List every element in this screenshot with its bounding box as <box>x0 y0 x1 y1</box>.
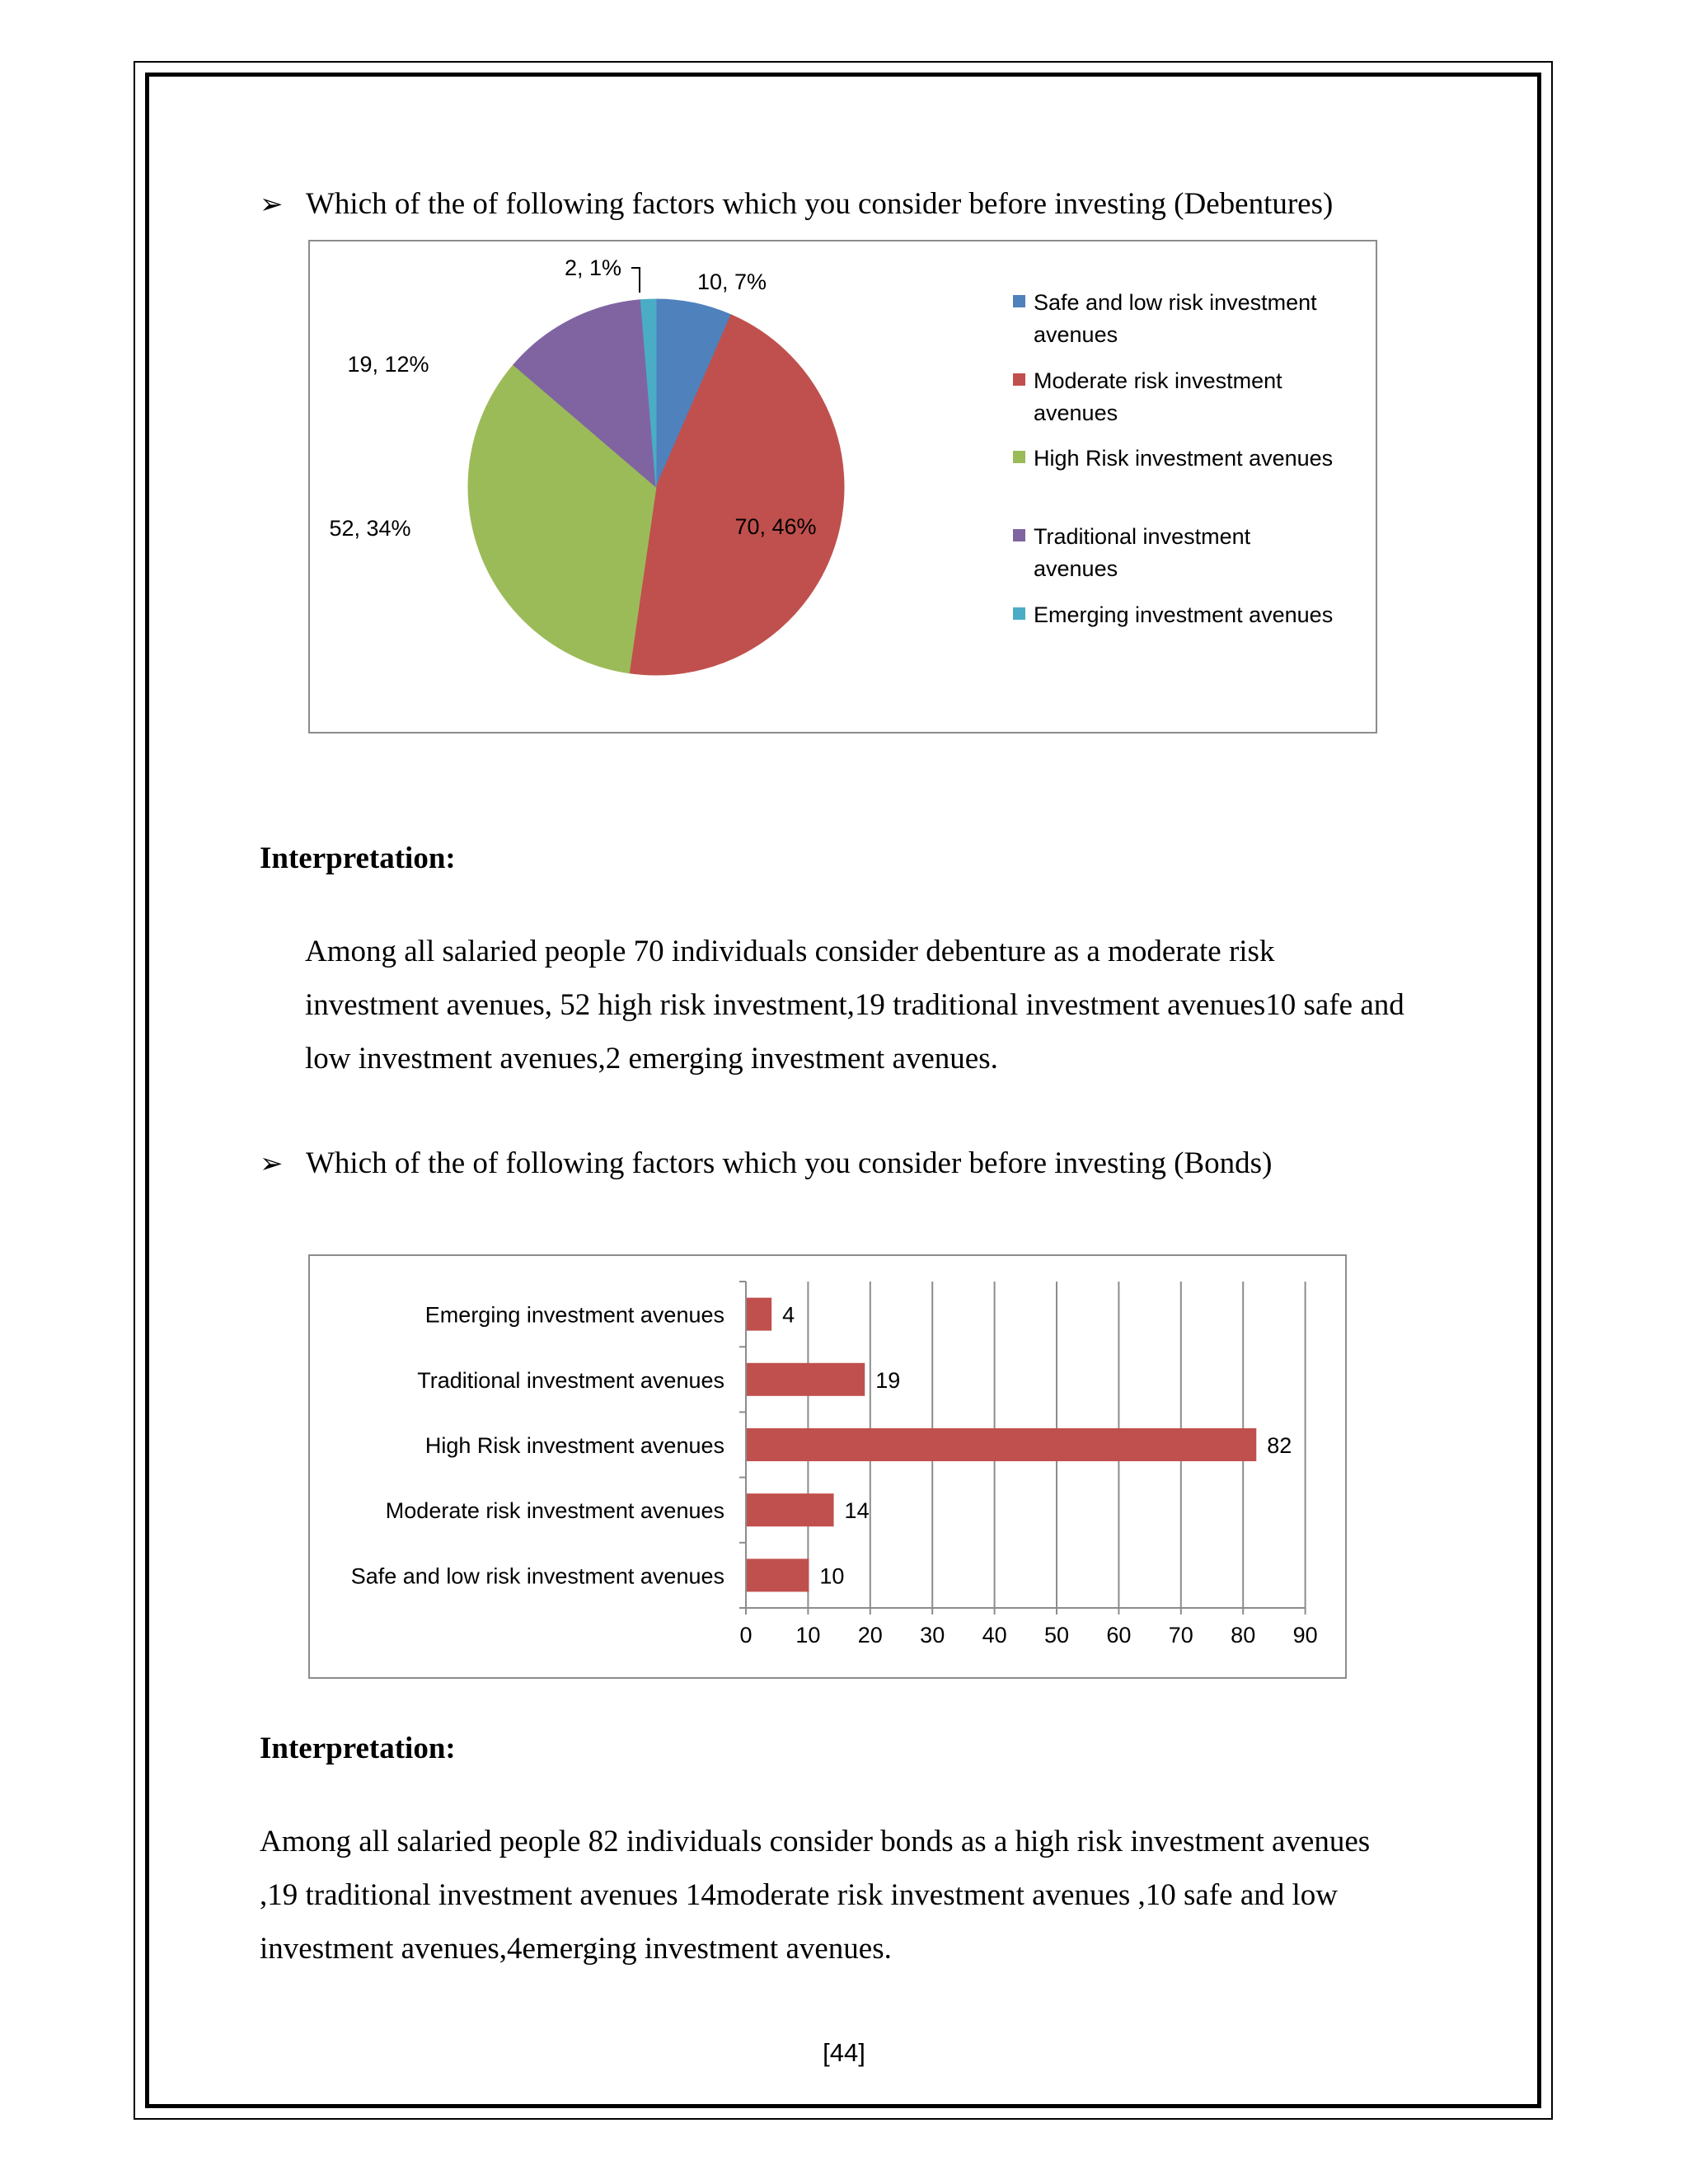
x-tick-label-0: 0 <box>739 1623 753 1647</box>
pie-chart <box>310 241 1376 732</box>
bar-chart-container <box>308 1254 1347 1679</box>
x-tick-label-70: 70 <box>1168 1623 1193 1647</box>
question-bonds-text: Which of the of following factors which you consider before investing (Bonds) <box>306 1146 1273 1180</box>
pie-data-label-1: 10, 7% <box>697 269 767 294</box>
legend-swatch-2 <box>1013 373 1025 386</box>
legend-label-1-2: avenues <box>1034 322 1118 347</box>
pie-data-label-3: 52, 34% <box>329 516 411 541</box>
bar-data-label-5: 4 <box>782 1302 795 1328</box>
legend-swatch-1 <box>1013 295 1025 307</box>
legend-label-3-1: High Risk investment avenues <box>1034 446 1334 471</box>
pie-chart-container <box>308 240 1377 733</box>
bar-5 <box>747 1298 771 1331</box>
bar-1 <box>747 1558 809 1591</box>
x-tick-label-30: 30 <box>920 1623 945 1647</box>
question-debentures <box>260 186 1333 222</box>
bar-chart <box>310 1256 1345 1677</box>
bar-data-label-2: 14 <box>844 1498 870 1524</box>
interpretation-paragraph-2 <box>260 1815 1423 1975</box>
arrow-bullet-icon: ➢ <box>260 190 284 220</box>
category-label-3: High Risk investment avenues <box>424 1433 724 1458</box>
x-tick-label-10: 10 <box>795 1623 821 1647</box>
interpretation-1-line-2: investment avenues, 52 high risk investment,19 traditional investment avenues10 safe and <box>305 988 1404 1022</box>
bar-3 <box>747 1428 1256 1461</box>
legend-label-1-1: Safe and low risk investment <box>1034 290 1317 315</box>
pie-data-label-4: 19, 12% <box>347 352 429 377</box>
category-label-1: Safe and low risk investment avenues <box>350 1563 724 1589</box>
legend-swatch-4 <box>1013 529 1025 541</box>
interpretation-heading-1: Interpretation: <box>260 841 456 875</box>
question-debentures-text: Which of the of following factors which you consider before investing (Debentures) <box>306 187 1334 221</box>
pie-data-label-5: 2, 1% <box>564 255 621 280</box>
legend-label-2-1: Moderate risk investment <box>1034 368 1282 393</box>
interpretation-2-line-1: Among all salaried people 82 individuals consider bonds as a high risk investment avenues <box>260 1825 1371 1858</box>
bar-data-label-1: 10 <box>819 1563 845 1589</box>
category-label-2: Moderate risk investment avenues <box>385 1498 724 1524</box>
interpretation-1-line-3: low investment avenues,2 emerging investment avenues. <box>305 1042 998 1076</box>
x-tick-label-40: 40 <box>982 1623 1007 1647</box>
interpretation-1-line-1: Among all salaried people 70 individuals consider debenture as a moderate risk <box>305 935 1275 968</box>
legend-label-5-1: Emerging investment avenues <box>1034 602 1334 627</box>
legend-swatch-5 <box>1013 607 1025 620</box>
interpretation-heading-2: Interpretation: <box>260 1732 456 1765</box>
x-tick-label-80: 80 <box>1231 1623 1256 1647</box>
bar-data-label-3: 82 <box>1267 1433 1292 1458</box>
legend-label-4-2: avenues <box>1034 556 1118 581</box>
x-tick-label-50: 50 <box>1043 1623 1070 1647</box>
bar-2 <box>747 1493 834 1526</box>
legend-label-2-2: avenues <box>1034 401 1118 425</box>
pie-data-label-2: 70, 46% <box>734 514 817 539</box>
legend-label-4-1: Traditional investment <box>1034 524 1251 549</box>
category-label-4: Traditional investment avenues <box>417 1367 724 1393</box>
arrow-bullet-icon: ➢ <box>260 1149 284 1179</box>
interpretation-paragraph-1 <box>305 925 1430 1085</box>
x-tick-label-60: 60 <box>1106 1623 1132 1647</box>
interpretation-2-line-2: ,19 traditional investment avenues 14moderate risk investment avenues ,10 safe and low <box>260 1878 1339 1912</box>
interpretation-2-line-3: investment avenues,4emerging investment avenues. <box>260 1932 892 1966</box>
x-tick-label-20: 20 <box>857 1623 883 1647</box>
bar-4 <box>747 1363 865 1396</box>
bar-data-label-4: 19 <box>875 1367 901 1393</box>
pie-leader-line <box>631 268 640 293</box>
question-bonds <box>260 1146 1272 1181</box>
legend-swatch-3 <box>1013 451 1025 463</box>
category-label-5: Emerging investment avenues <box>424 1302 724 1328</box>
x-tick-label-90: 90 <box>1292 1623 1318 1647</box>
page-number: [44] <box>823 2038 865 2067</box>
